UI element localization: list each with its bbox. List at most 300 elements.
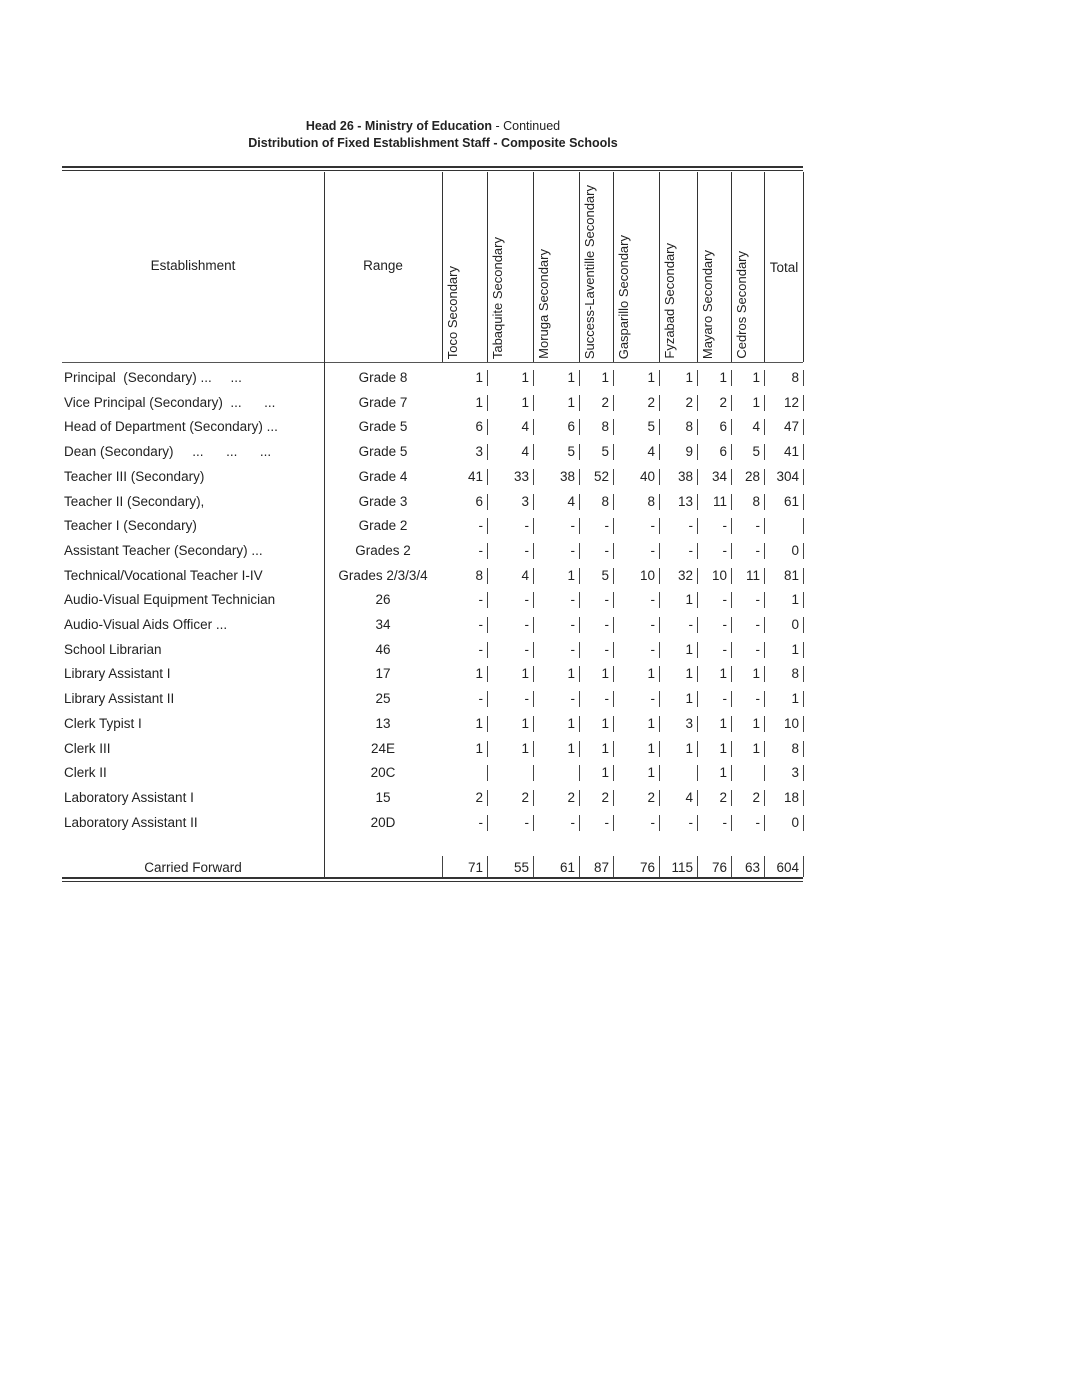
value-cell: - [524, 814, 529, 830]
cell-tick [487, 617, 488, 633]
cell-tick [487, 543, 488, 559]
column-divider [613, 172, 614, 362]
value-cell: 8 [601, 493, 609, 509]
value-cell: - [650, 542, 655, 558]
table-row [0, 638, 1071, 662]
table-row [0, 786, 1071, 810]
cell-tick [731, 518, 732, 534]
carried-forward-label: Carried Forward [144, 860, 242, 875]
column-divider [442, 172, 443, 362]
value-cell: - [604, 592, 609, 608]
value-cell: 2 [752, 789, 760, 805]
value-cell: 4 [521, 444, 529, 460]
value-cell: 4 [521, 419, 529, 435]
cell-tick [533, 691, 534, 707]
school-name: Fyzabad Secondary [662, 243, 677, 359]
establishment-cell: Clerk III [64, 740, 111, 756]
cell-tick [487, 666, 488, 682]
footer-divider [659, 856, 660, 877]
cell-tick [533, 765, 534, 781]
total-cell: 8 [791, 370, 799, 385]
cell-tick [613, 469, 614, 485]
value-cell: 1 [567, 567, 575, 583]
cell-tick [533, 494, 534, 510]
cell-tick [579, 815, 580, 831]
range-cell: Grade 3 [358, 493, 408, 509]
establishment-cell: Teacher III (Secondary) [64, 468, 205, 484]
cell-tick [697, 469, 698, 485]
cell-tick [533, 790, 534, 806]
cell-tick [579, 568, 580, 584]
cell-tick [579, 469, 580, 485]
value-cell: 63 [744, 860, 760, 875]
value-cell: 2 [719, 789, 727, 805]
value-cell: 1 [685, 641, 693, 657]
value-cell: 5 [601, 444, 609, 460]
total-cell: 8 [791, 740, 799, 756]
school-column-header [662, 175, 696, 361]
range-cell: Grade 5 [358, 419, 408, 435]
value-cell: 2 [601, 789, 609, 805]
range-cell: Grade 2 [358, 518, 408, 534]
total-cell: 41 [783, 444, 799, 460]
value-cell: 3 [685, 715, 693, 731]
footer-divider [579, 856, 580, 877]
establishment-cell: Audio-Visual Aids Officer ... [64, 617, 228, 632]
value-cell: - [604, 814, 609, 830]
cell-tick [803, 765, 804, 781]
school-column-header [536, 175, 578, 361]
value-cell: - [478, 617, 483, 632]
school-name: Tabaquite Secondary [490, 236, 505, 359]
value-cell: 1 [647, 370, 655, 385]
column-divider [803, 172, 804, 362]
value-cell: - [722, 617, 727, 632]
table-row [0, 539, 1071, 563]
cell-tick [659, 444, 660, 460]
cell-tick [731, 691, 732, 707]
cell-tick [659, 395, 660, 411]
value-cell: 1 [752, 370, 760, 385]
cell-tick [533, 568, 534, 584]
cell-tick [764, 370, 765, 386]
table-row [0, 514, 1071, 538]
value-cell: 33 [513, 468, 529, 484]
cell-tick [613, 494, 614, 510]
cell-tick [533, 815, 534, 831]
school-column-header [616, 175, 658, 361]
table-row [0, 366, 1071, 390]
value-cell: - [755, 814, 760, 830]
value-cell: - [722, 691, 727, 707]
cell-tick [659, 716, 660, 732]
value-cell: 55 [513, 860, 529, 875]
cell-tick [803, 815, 804, 831]
establishment-cell: Principal (Secondary) ... ... [64, 370, 242, 385]
cell-tick [803, 518, 804, 534]
value-cell: 4 [685, 789, 693, 805]
cell-tick [803, 543, 804, 559]
value-cell: - [524, 518, 529, 534]
cell-tick [613, 568, 614, 584]
value-cell: 52 [593, 468, 609, 484]
value-cell: 76 [711, 860, 727, 875]
school-name: Moruga Secondary [536, 249, 551, 359]
value-cell: - [478, 641, 483, 657]
cell-tick [579, 494, 580, 510]
cell-tick [487, 395, 488, 411]
cell-tick [659, 518, 660, 534]
value-cell: - [478, 814, 483, 830]
cell-tick [697, 568, 698, 584]
range-cell: 15 [375, 789, 391, 805]
school-name: Mayaro Secondary [700, 249, 715, 359]
value-cell: 4 [647, 444, 655, 460]
value-cell: - [524, 542, 529, 558]
value-cell: - [604, 641, 609, 657]
cell-tick [697, 642, 698, 658]
cell-tick [659, 741, 660, 757]
value-cell: 1 [647, 765, 655, 781]
value-cell: - [755, 592, 760, 608]
footer-divider [613, 856, 614, 877]
table-row [0, 712, 1071, 736]
range-cell: Grades 2 [355, 542, 411, 558]
cell-tick [764, 617, 765, 633]
value-cell: - [755, 542, 760, 558]
value-cell: - [570, 641, 575, 657]
header-range: Range [363, 258, 403, 273]
establishment-cell: Laboratory Assistant I [64, 789, 194, 805]
cell-tick [613, 765, 614, 781]
footer-divider [533, 856, 534, 877]
cell-tick [731, 395, 732, 411]
cell-tick [803, 568, 804, 584]
cell-tick [613, 741, 614, 757]
value-cell: - [722, 518, 727, 534]
table-top-rule-thin [62, 170, 803, 171]
value-cell: 3 [475, 444, 483, 460]
cell-tick [697, 370, 698, 386]
cell-tick [613, 543, 614, 559]
value-cell: 1 [685, 691, 693, 707]
cell-tick [764, 469, 765, 485]
cell-tick [764, 666, 765, 682]
value-cell: 32 [677, 567, 693, 583]
value-cell: 3 [521, 493, 529, 509]
cell-tick [613, 617, 614, 633]
range-cell: 20D [370, 814, 396, 830]
cell-tick [579, 518, 580, 534]
value-cell: - [524, 617, 529, 632]
cell-tick [613, 370, 614, 386]
cell-tick [731, 592, 732, 608]
value-cell: - [650, 691, 655, 707]
cell-tick [487, 815, 488, 831]
table-row [0, 490, 1071, 514]
cell-tick [487, 518, 488, 534]
cell-tick [659, 370, 660, 386]
cell-tick [697, 691, 698, 707]
establishment-cell: Library Assistant II [64, 691, 175, 707]
cell-tick [487, 419, 488, 435]
range-cell: 46 [375, 641, 391, 657]
value-cell: 4 [567, 493, 575, 509]
value-cell: 9 [685, 444, 693, 460]
table-row [0, 613, 1071, 637]
value-cell: 87 [593, 860, 609, 875]
cell-tick [697, 790, 698, 806]
total-cell: 61 [783, 493, 799, 509]
cell-tick [579, 419, 580, 435]
cell-tick [487, 444, 488, 460]
total-cell: 0 [791, 814, 799, 830]
cell-tick [764, 741, 765, 757]
value-cell: 11 [712, 493, 727, 509]
value-cell: 1 [475, 666, 483, 682]
value-cell: - [722, 641, 727, 657]
total-cell: 8 [791, 666, 799, 682]
cell-tick [613, 691, 614, 707]
value-cell: 1 [647, 666, 655, 682]
cell-tick [731, 790, 732, 806]
establishment-cell: Dean (Secondary) ... ... ... [64, 444, 272, 460]
value-cell: - [722, 814, 727, 830]
value-cell: 1 [601, 370, 609, 385]
establishment-cell: Laboratory Assistant II [64, 814, 198, 830]
cell-tick [579, 395, 580, 411]
value-cell: 1 [567, 666, 575, 682]
value-cell: 2 [567, 789, 575, 805]
cell-tick [533, 419, 534, 435]
cell-tick [803, 370, 804, 386]
cell-tick [803, 494, 804, 510]
cell-tick [764, 568, 765, 584]
value-cell: - [650, 592, 655, 608]
cell-tick [764, 592, 765, 608]
cell-tick [613, 716, 614, 732]
value-cell: 10 [711, 567, 727, 583]
cell-tick [659, 790, 660, 806]
cell-tick [579, 765, 580, 781]
value-cell: - [478, 691, 483, 707]
value-cell: - [650, 641, 655, 657]
cell-tick [579, 444, 580, 460]
table-row [0, 662, 1071, 686]
establishment-cell: Head of Department (Secondary) ... [64, 419, 278, 435]
value-cell: 2 [647, 789, 655, 805]
table-row [0, 564, 1071, 588]
total-cell: 3 [791, 765, 799, 781]
cell-tick [731, 741, 732, 757]
cell-tick [803, 741, 804, 757]
column-divider [487, 172, 488, 362]
cell-tick [731, 716, 732, 732]
value-cell: 1 [521, 740, 529, 756]
value-cell: - [604, 518, 609, 534]
cell-tick [613, 395, 614, 411]
value-cell: 8 [647, 493, 655, 509]
cell-tick [731, 617, 732, 633]
cell-tick [487, 691, 488, 707]
value-cell: 8 [601, 419, 609, 435]
cell-tick [697, 494, 698, 510]
cell-tick [579, 716, 580, 732]
value-cell: 1 [601, 715, 609, 731]
cell-tick [579, 790, 580, 806]
cell-tick [731, 666, 732, 682]
value-cell: 5 [567, 444, 575, 460]
cell-tick [487, 370, 488, 386]
value-cell: 1 [719, 370, 727, 385]
range-cell: 25 [375, 691, 391, 707]
cell-tick [533, 666, 534, 682]
establishment-cell: Audio-Visual Equipment Technician [64, 592, 276, 608]
value-cell: - [688, 518, 693, 534]
cell-tick [533, 444, 534, 460]
cell-tick [659, 617, 660, 633]
value-cell: - [650, 617, 655, 632]
cell-tick [659, 765, 660, 781]
school-column-header [700, 175, 730, 361]
value-cell: 1 [601, 765, 609, 781]
cell-tick [697, 765, 698, 781]
cell-tick [697, 444, 698, 460]
school-column-header [734, 175, 763, 361]
total-cell: 1 [791, 691, 799, 707]
column-divider [659, 172, 660, 362]
value-cell: 8 [475, 567, 483, 583]
cell-tick [487, 568, 488, 584]
cell-tick [487, 469, 488, 485]
value-cell: - [570, 518, 575, 534]
column-divider [731, 172, 732, 362]
value-cell: - [755, 518, 760, 534]
value-cell: - [722, 542, 727, 558]
value-cell: - [604, 542, 609, 558]
value-cell: 6 [475, 419, 483, 435]
cell-tick [659, 691, 660, 707]
value-cell: 1 [601, 666, 609, 682]
total-cell: 604 [776, 860, 799, 875]
value-cell: 2 [521, 789, 529, 805]
cell-tick [487, 790, 488, 806]
range-cell: Grade 8 [358, 370, 408, 385]
value-cell: 1 [719, 765, 727, 781]
value-cell: 2 [647, 394, 655, 410]
value-cell: - [524, 641, 529, 657]
value-cell: 2 [601, 394, 609, 410]
title-rest: - Continued [492, 119, 561, 133]
cell-tick [487, 716, 488, 732]
range-cell: Grades 2/3/3/4 [338, 567, 428, 583]
page-title [0, 119, 866, 133]
table-row [0, 465, 1071, 489]
value-cell: 1 [647, 740, 655, 756]
header-divider [62, 362, 803, 363]
cell-tick [579, 370, 580, 386]
total-cell: 304 [776, 468, 799, 484]
value-cell: 38 [677, 468, 693, 484]
range-cell: 34 [375, 617, 391, 632]
cell-tick [731, 543, 732, 559]
range-cell: 26 [375, 592, 391, 608]
value-cell: 38 [559, 468, 575, 484]
value-cell: 10 [639, 567, 655, 583]
table-top-rule [62, 166, 803, 168]
cell-tick [579, 666, 580, 682]
cell-tick [697, 543, 698, 559]
range-cell: 13 [375, 715, 391, 731]
cell-tick [764, 790, 765, 806]
value-cell: 115 [671, 860, 693, 875]
value-cell: - [524, 691, 529, 707]
value-cell: - [478, 592, 483, 608]
establishment-cell: School Librarian [64, 641, 162, 657]
value-cell: 1 [685, 592, 693, 608]
cell-tick [803, 691, 804, 707]
value-cell: 61 [559, 860, 575, 875]
value-cell: 5 [752, 444, 760, 460]
establishment-cell: Clerk II [64, 765, 107, 781]
cell-tick [764, 494, 765, 510]
value-cell: 6 [719, 444, 727, 460]
cell-tick [731, 815, 732, 831]
total-cell: 0 [791, 542, 799, 558]
header-total: Total [769, 260, 799, 275]
value-cell: 1 [475, 740, 483, 756]
cell-tick [533, 617, 534, 633]
value-cell: - [755, 691, 760, 707]
value-cell: 1 [719, 715, 727, 731]
value-cell: 76 [639, 860, 655, 875]
cell-tick [731, 469, 732, 485]
establishment-cell: Clerk Typist I [64, 715, 142, 731]
value-cell: - [755, 641, 760, 657]
carried-forward-row [0, 856, 1071, 880]
cell-tick [533, 642, 534, 658]
cell-tick [764, 815, 765, 831]
column-divider [533, 172, 534, 362]
cell-tick [659, 666, 660, 682]
cell-tick [731, 494, 732, 510]
value-cell: 1 [567, 715, 575, 731]
table-row [0, 687, 1071, 711]
cell-tick [803, 592, 804, 608]
cell-tick [579, 741, 580, 757]
cell-tick [803, 444, 804, 460]
cell-tick [697, 419, 698, 435]
school-name: Toco Secondary [445, 265, 460, 359]
cell-tick [533, 518, 534, 534]
value-cell: - [604, 691, 609, 707]
value-cell: 1 [567, 740, 575, 756]
value-cell: - [570, 814, 575, 830]
value-cell: 1 [719, 740, 727, 756]
footer-divider [764, 856, 765, 877]
total-cell: 1 [791, 641, 799, 657]
table-row [0, 391, 1071, 415]
cell-tick [579, 543, 580, 559]
value-cell: - [478, 518, 483, 534]
title-bold: Head 26 - Ministry of Education [305, 119, 493, 133]
cell-tick [697, 518, 698, 534]
total-cell: 0 [791, 617, 799, 632]
cell-tick [803, 395, 804, 411]
value-cell: 13 [677, 493, 693, 509]
cell-tick [731, 642, 732, 658]
cell-tick [764, 691, 765, 707]
